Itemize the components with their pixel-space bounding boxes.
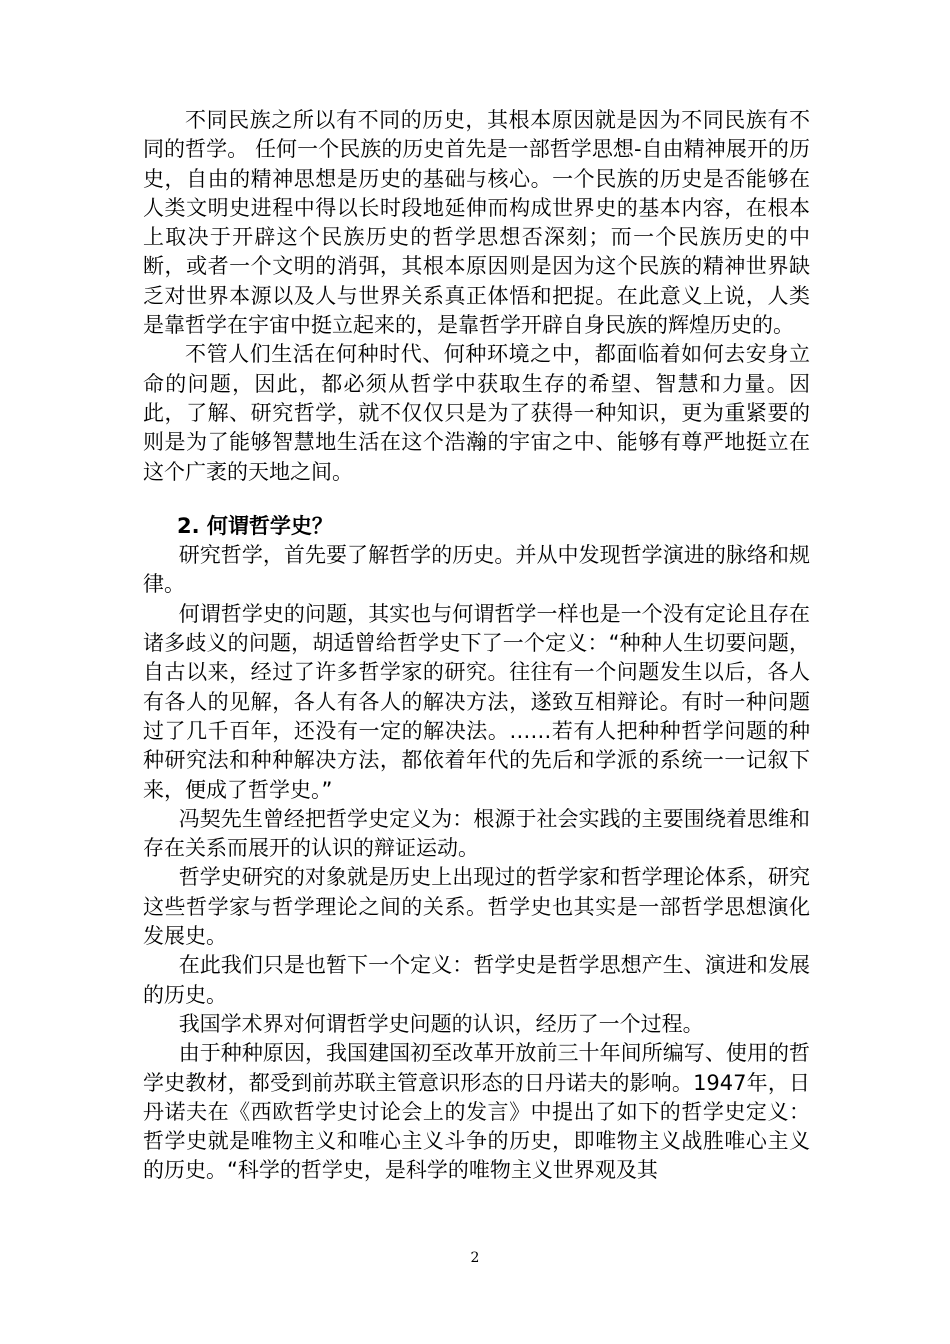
paragraph-academic-process: 我国学术界对何谓哲学史问题的认识，经历了一个过程。 — [178, 1011, 704, 1036]
section-heading: 2. 何谓哲学史？ — [177, 513, 333, 538]
paragraph-research-object: 哲学史研究的对象就是历史上出现过的哲学家和哲学理论体系，研究这些哲学家与哲学理论之间的关系。哲学史也其实是一部哲学思想演化发展史。 — [143, 865, 810, 949]
paragraph-our-definition: 在此我们只是也暂下一个定义：哲学史是哲学思想产生、演进和发展的历史。 — [143, 953, 810, 1007]
paragraph-feng-qi-definition: 冯契先生曾经把哲学史定义为：根源于社会实践的主要围绕着思维和存在关系而展开的认识的辩证运动。 — [143, 806, 810, 861]
paragraph-live-wisdom: 不管人们生活在何种时代、何种环境之中，都面临着如何去安身立命的问题，因此，都必须从哲学中获取生存的希望、智慧和力量。因此，了解、研究哲学，就不仅仅只是为了获得一种知识，更为重紧要的则是为了能够智慧地生活在这个浩瀚的宇宙之中、能够有尊严地挺立在这个广袤的天地之间。 — [143, 342, 810, 484]
page-content — [143, 106, 810, 1186]
paragraph-hu-shi-definition: 何谓哲学史的问题，其实也与何谓哲学一样也是一个没有定论且存在诸多歧义的问题，胡适曾给哲学史下了一个定义：“种种人生切要问题，自古以来，经过了许多哲学家的研究。往往有一个问题发生以后，各人有各人的见解，各人有各人的解决方法，遂致互相辩论。有时一种问题过了几千百年，还没有一定的解决法。……若有人把种种哲学问题的种种研究法和种种解决方法，都依着年代的先后和学派的系统一一记叙下来，便成了哲学史。” — [143, 601, 810, 802]
paragraph-nation-history: 不同民族之所以有不同的历史，其根本原因就是因为不同民族有不同的哲学。 任何一个民族的历史首先是一部哲学思想-自由精神展开的历史，自由的精神思想是历史的基础与核心。一个民族的历史是否能够在人类文明史进程中得以长时段地延伸而构成世界史的基本内容，在根本上取决于开辟这个民族历史的哲学思想否深刻；而一个民族历史的中断，或者一个文明的消弭，其根本原因则是因为这个民族的精神世界缺乏对世界本源以及人与世界关系真正体悟和把捉。在此意义上说，人类是靠哲学在宇宙中挺立起来的，是靠哲学开辟自身民族的辉煌历史的。 — [143, 108, 810, 338]
paragraph-study-history: 研究哲学，首先要了解哲学的历史。并从中发现哲学演进的脉络和规律。 — [143, 543, 810, 597]
page-number: 2 — [470, 1250, 480, 1266]
paragraph-zhdanov: 由于种种原因，我国建国初至改革开放前三十年间所编写、使用的哲学史教材，都受到前苏联主管意识形态的日丹诺夫的影响。1947年，日丹诺夫在《西欧哲学史讨论会上的发言》中提出了如下的哲学史定义：哲学史就是唯物主义和唯心主义斗争的历史，即唯物主义战胜唯心主义的历史。“科学的哲学史，是科学的唯物主义世界观及其 — [143, 1041, 810, 1183]
